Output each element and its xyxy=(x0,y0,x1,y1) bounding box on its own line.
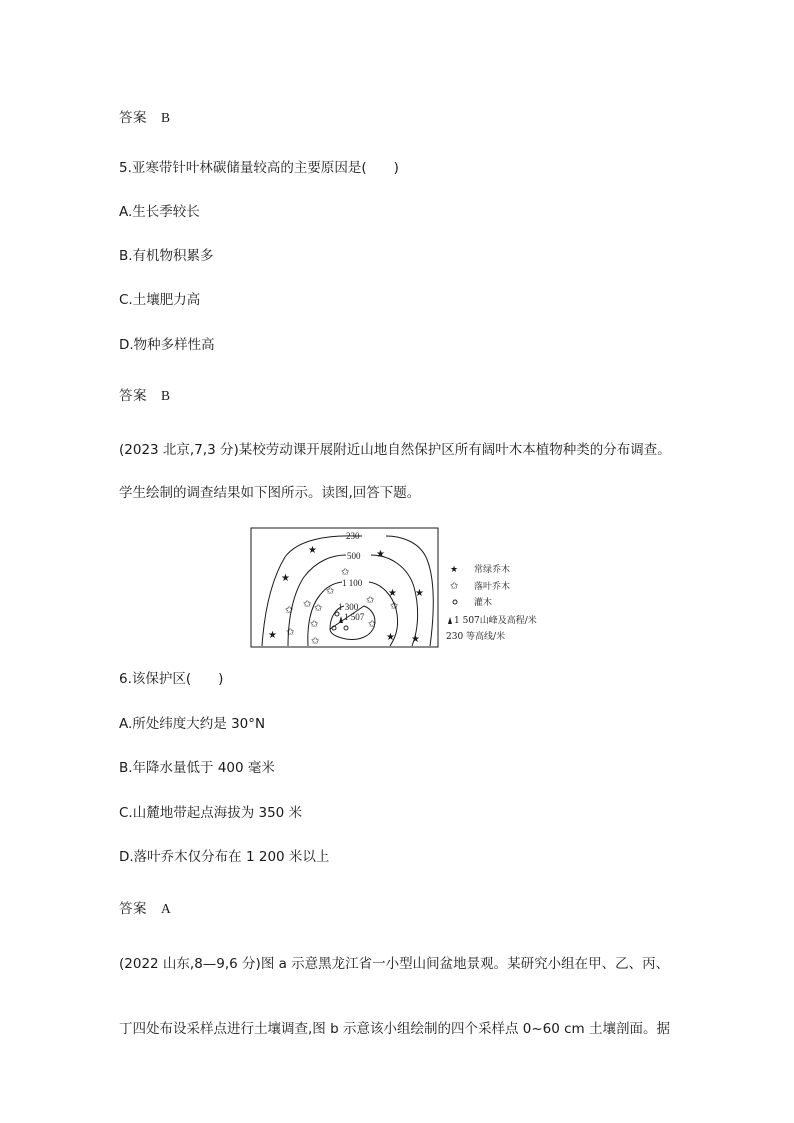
evergreen-star-icon: ★ xyxy=(411,634,420,645)
intro-2023-line1: (2023 北京,7,3 分)某校劳动课开展附近山地自然保护区所有阔叶木本植物种类的分布调查。 xyxy=(119,442,671,458)
answer-value: A xyxy=(161,901,171,916)
evergreen-star-icon: ★ xyxy=(308,545,317,556)
deciduous-star-icon: ✩ xyxy=(311,636,320,647)
answer-q5 xyxy=(119,387,170,405)
evergreen-star-icon: ★ xyxy=(376,549,385,560)
deciduous-star-icon: ✩ xyxy=(286,627,295,638)
q6-option-c: C.山麓地带起点海拔为 350 米 xyxy=(119,805,303,821)
legend-evergreen-icon: ★ xyxy=(450,565,459,575)
legend-deciduous-icon: ✩ xyxy=(450,581,459,592)
answer-label: 答案 xyxy=(119,388,147,404)
legend-deciduous-label: 落叶乔木 xyxy=(474,582,511,592)
q6-option-b: B.年降水量低于 400 毫米 xyxy=(119,760,275,776)
contour-label-500: 500 xyxy=(347,551,361,561)
q5-stem: 5.亚寒带针叶林碳储量较高的主要原因是( ) xyxy=(119,160,399,176)
legend-shrub-icon xyxy=(453,600,457,604)
q6-stem: 6.该保护区( ) xyxy=(119,671,224,687)
legend-shrub-label: 灌木 xyxy=(474,598,493,608)
deciduous-star-icon: ✩ xyxy=(310,619,319,630)
legend-contour-label: 230 等高线/米 xyxy=(446,632,506,642)
contour-map-svg xyxy=(250,527,540,649)
deciduous-star-icon: ✩ xyxy=(341,567,350,578)
evergreen-star-icon: ★ xyxy=(268,630,277,641)
intro-2022-line1: (2022 山东,8—9,6 分)图 a 示意黑龙江省一小型山间盆地景观。某研究小组在甲、乙、丙、 xyxy=(119,956,670,972)
intro-2023-line2: 学生绘制的调查结果如下图所示。读图,回答下题。 xyxy=(119,485,421,501)
contour-label-1100: 1 100 xyxy=(342,578,363,588)
deciduous-star-icon: ✩ xyxy=(314,603,323,614)
legend-peak-label: 1 507山峰及高程/米 xyxy=(454,616,537,626)
shrub-circle-icon xyxy=(335,612,339,616)
deciduous-star-icon: ✩ xyxy=(326,586,335,597)
q5-option-a: A.生长季较长 xyxy=(119,204,200,220)
intro-2022-line2: 丁四处布设采样点进行土壤调查,图 b 示意该小组绘制的四个采样点 0~60 cm 土壤剖面。据 xyxy=(119,1021,670,1037)
q5-option-b: B.有机物积累多 xyxy=(119,248,214,264)
contour-label-230: 230 xyxy=(346,531,360,541)
shrub-circle-icon xyxy=(344,626,348,630)
answer-prev xyxy=(119,109,170,127)
evergreen-star-icon: ★ xyxy=(386,632,395,643)
answer-value: B xyxy=(161,388,171,403)
q6-option-a: A.所处纬度大约是 30°N xyxy=(119,716,266,732)
answer-label: 答案 xyxy=(119,901,147,917)
answer-value: B xyxy=(161,110,171,125)
q5-option-c: C.土壤肥力高 xyxy=(119,292,201,308)
evergreen-star-icon: ★ xyxy=(388,588,397,599)
legend-evergreen-label: 常绿乔木 xyxy=(474,565,511,575)
contour-label-1300: 1 300 xyxy=(338,602,359,612)
deciduous-star-icon: ✩ xyxy=(366,595,375,606)
deciduous-star-icon: ✩ xyxy=(368,619,377,630)
deciduous-star-icon: ✩ xyxy=(390,601,399,612)
answer-label: 答案 xyxy=(119,110,147,126)
deciduous-star-icon: ✩ xyxy=(303,599,312,610)
peak-label: 1 507 xyxy=(344,612,365,622)
q6-option-d: D.落叶乔木仅分布在 1 200 米以上 xyxy=(119,849,330,865)
answer-q6 xyxy=(119,900,171,918)
evergreen-star-icon: ★ xyxy=(415,588,424,599)
legend-peak-icon xyxy=(448,617,452,624)
evergreen-star-icon: ★ xyxy=(281,573,290,584)
contour-map-figure xyxy=(250,527,540,649)
peak-marker-icon xyxy=(339,616,343,623)
deciduous-star-icon: ✩ xyxy=(285,605,294,616)
q5-option-d: D.物种多样性高 xyxy=(119,337,215,353)
